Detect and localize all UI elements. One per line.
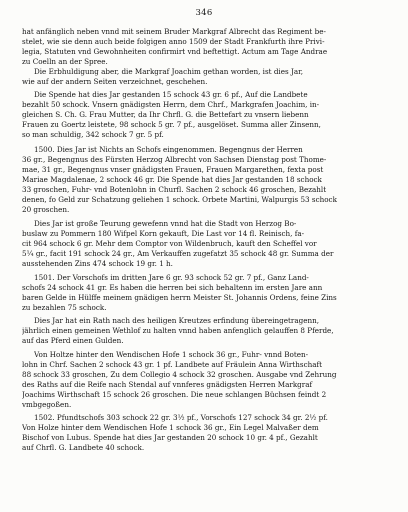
page-number: 346 <box>195 8 213 18</box>
text-line: buslaw zu Pommern 180 Wifpel Korn gekauft, Die Last vor 14 fl. Reinisch, fa- <box>22 229 305 238</box>
text-line: so man schuldig, 342 schock 7 gr. 5 pf. <box>22 130 164 139</box>
text-line: Die Erbhuldigung aber, die Markgraf Joachim gethan worden, ist dies Jar, <box>34 67 304 76</box>
text-line: hat anfänglich neben vnnd mit seinem Bruder Markgraf Albrecht das Regiment be- <box>22 27 326 36</box>
text-line: denen, fo Geld zur Schatzung geliehen 1 schock. Orbete Martini, Walpurgis 53 schock <box>22 195 337 204</box>
text-line: jährlich einen gemeinen Wethlof zu halten vnnd haben anfenglich gelauffen 8 Pferde, <box>22 326 334 335</box>
text-line: 33 groschen, Fuhr- vnd Botenlohn in Churfl. Sachen 2 schock 46 groschen, Bezahlt <box>22 185 327 194</box>
text-line: legia, Statuten vnd Gewohnheiten confirmirt vnd beftettigt. Actum am Tage Andrae <box>22 47 328 56</box>
text-line: 1500. Dies Jar ist Nichts an Schofs eingenommen. Begengnus der Herren <box>34 145 303 154</box>
text-line: vmbgegoßen. <box>22 400 72 409</box>
text-line: Die Spende hat dies Jar gestanden 15 schock 43 gr. 6 pf., Auf die Landbete <box>34 90 308 99</box>
text-line: lohn in Chrf. Sachen 2 schock 43 gr. 1 pf. Landbete auf Fräulein Anna Wirthschaft <box>22 360 323 369</box>
text-line: gleichen S. Ch. G. Frau Mutter, da Ihr Chrfl. G. die Bettefart zu vnsern liebenn <box>22 110 309 119</box>
text-line: 5¼ gr., facit 191 schock 24 gr., Am Verkauffen zugefatzt 35 schock 48 gr. Summa der <box>22 249 334 258</box>
text-line: zu bezahlen 75 schock. <box>22 303 107 312</box>
text-line: schofs 24 schock 41 gr. Es haben die herren bei sich behaltenn im ersten Jare ann <box>22 283 323 292</box>
text-line: mae, 31 gr., Begengnus vnser gnädigsten Frauen, Frauen Margarethen, fexta post <box>22 165 324 174</box>
text-line: 1502. Pfundtschofs 303 schock 22 gr. 3½ pf., Vorschofs 127 schock 34 gr. 2½ pf. <box>34 413 328 422</box>
text-line: auf das Pferd einen Gulden. <box>22 336 124 345</box>
text-line: ausstehenden Zins 474 schock 19 gr. 1 h. <box>22 259 173 268</box>
text-line: Bischof von Lubus. Spende hat dies Jar gestanden 20 schock 10 gr. 4 pf., Gezahlt <box>22 433 318 442</box>
text-line: 20 groschen. <box>22 205 70 214</box>
text-line: Dies Jar hat ein Rath nach des heiligen Kreutzes erfindung übereingetragenn, <box>34 316 320 325</box>
text-line: stelet, wie sie denn auch beide folgigen anno 1509 der Stadt Frankfurth ihre Privi- <box>22 37 325 46</box>
text-line: 88 schock 33 groschen, Zu dem Collegio 4 schock 32 groschen. Ausgabe vnd Zehrung <box>22 370 337 379</box>
text-line: Mariae Magdalenae, 2 schock 46 gr. Die Spende hat dies Jar gestanden 18 schock <box>22 175 322 184</box>
text-line: Von Holze hinter dem Wendischen Hofe 1 schock 36 gr., Ein Legel Malvaßer dem <box>22 423 319 432</box>
text-line: 1501. Der Vorschofs im dritten Jare 6 gr. 93 schock 52 gr. 7 pf., Ganz Land- <box>34 273 309 282</box>
text-line: 36 gr., Begengnus des Fürsten Herzog Albrecht von Sachsen Dienstag post Thome- <box>22 155 327 164</box>
text-line: Joachims Wirthschaft 15 schock 26 groschen. Die neue schlangen Büchsen feindt 2 <box>22 390 327 399</box>
text-line: cit 964 schock 6 gr. Mehr dem Comptor von Wildenbruch, kauft den Scheffel vor <box>22 239 317 248</box>
text-line: zu Coelln an der Spree. <box>22 57 108 66</box>
text-line: auf Chrfl. G. Landbete 40 schock. <box>22 443 145 452</box>
text-line: wie auf der andern Seiten verzeichnet, geschehen. <box>22 77 208 86</box>
text-line: bezahlt 50 schock. Vnsern gnädigsten Herrn, dem Chrf., Markgrafen Joachim, in- <box>22 100 320 109</box>
text-line: baren Gelde in Hülffe meinem gnädigen herrn Meister St. Johannis Ordens, feine Zins <box>22 293 337 302</box>
text-line: des Raths auf die Reife nach Stendal auf vnnferes gnädigsten Herren Markgraf <box>22 380 313 389</box>
text-line: Dies Jar ist große Teurung gewefenn vnnd hat die Stadt von Herzog Bo- <box>34 219 297 228</box>
text-line: Von Holtze hinter den Wendischen Hofe 1 schock 36 gr., Fuhr- vnnd Boten- <box>34 350 309 359</box>
text-line: Frauen zu Goertz leistete, 98 schock 5 gr. 7 pf., ausgelöset. Summa aller Zinsenn, <box>22 120 321 129</box>
